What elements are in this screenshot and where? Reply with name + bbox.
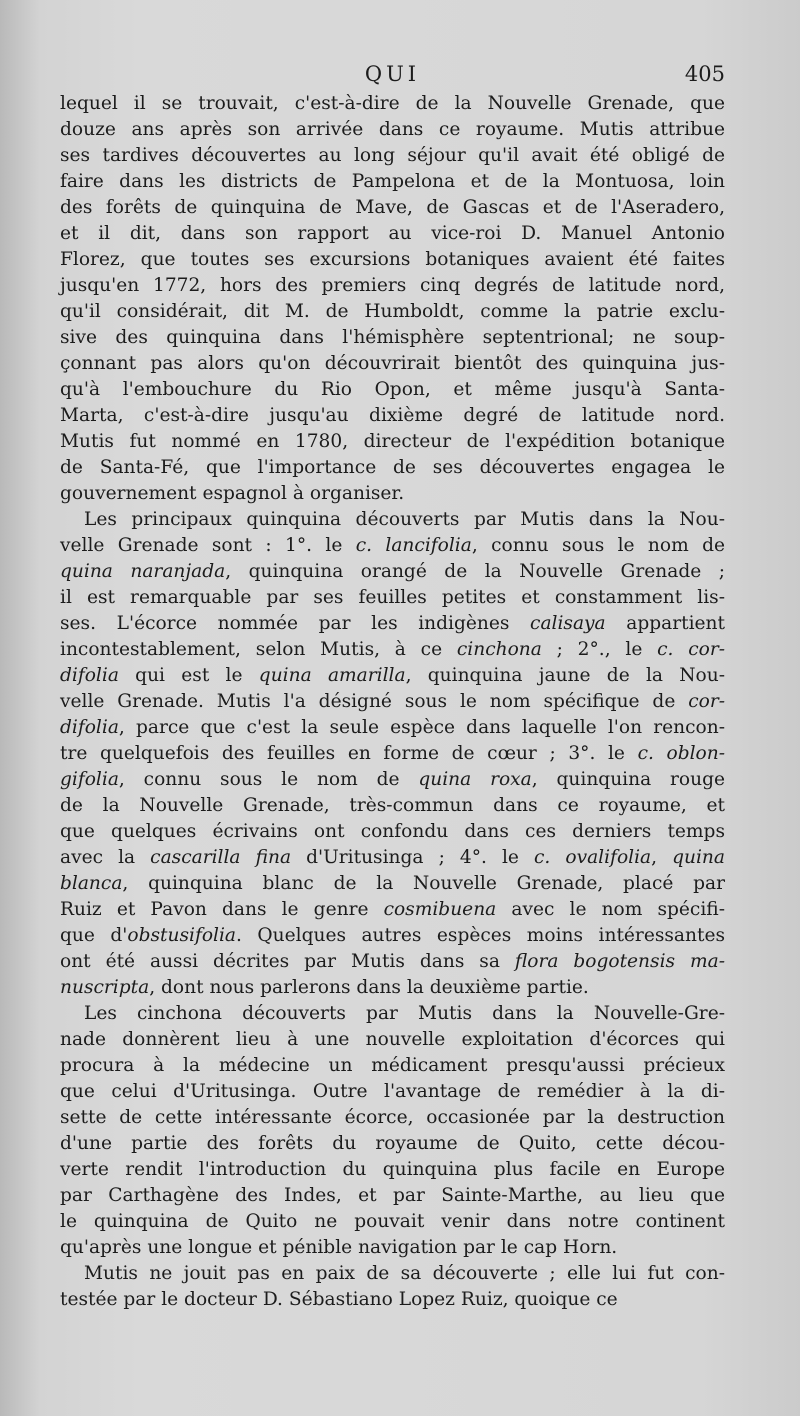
text-line: que quelques écrivains ont confondu dans ces derniers temps — [60, 821, 725, 842]
text-line: Mutis fut nommé en 1780, directeur de l'expédition botanique — [60, 431, 725, 452]
text-line: faire dans les districts de Pampelona et de la Montuosa, loin — [60, 171, 725, 192]
text-line: que d'obstusifolia. Quelques autres espèces moins intéressantes — [60, 925, 725, 946]
text-line: Ruiz et Pavon dans le genre cosmibuena avec le nom spécifi- — [60, 899, 725, 920]
text-line: qu'à l'embouchure du Rio Opon, et même jusqu'à Santa- — [60, 379, 725, 400]
text-line: et il dit, dans son rapport au vice-roi D. Manuel Antonio — [60, 223, 725, 244]
text-line: qu'il considérait, dit M. de Humboldt, comme la patrie exclu- — [60, 301, 725, 322]
text-line: avec la cascarilla fina d'Uritusinga ; 4°. le c. ovalifolia, quina — [60, 847, 725, 868]
text-line: Florez, que toutes ses excursions botaniques avaient été faites — [60, 249, 725, 270]
text-line: procura à la médecine un médicament presqu'aussi précieux — [60, 1055, 725, 1076]
text-line: Les cinchona découverts par Mutis dans la Nouvelle-Gre- — [84, 1003, 725, 1024]
text-line: blanca, quinquina blanc de la Nouvelle Grenade, placé par — [60, 873, 725, 894]
text-line: des forêts de quinquina de Mave, de Gascas et de l'Aseradero, — [60, 197, 725, 218]
text-line: nade donnèrent lieu à une nouvelle exploitation d'écorces qui — [60, 1029, 725, 1050]
text-line: difolia, parce que c'est la seule espèce dans laquelle l'on rencon- — [60, 717, 725, 738]
text-line: d'une partie des forêts du royaume de Quito, cette décou- — [60, 1133, 725, 1154]
text-line: douze ans après son arrivée dans ce royaume. Mutis attribue — [60, 119, 725, 140]
page-number: 405 — [684, 62, 725, 86]
paragraph — [60, 91, 725, 507]
text-line: jusqu'en 1772, hors des premiers cinq degrés de latitude nord, — [60, 275, 725, 296]
text-line: gouvernement espagnol à organiser. — [60, 483, 405, 504]
text-line: lequel il se trouvait, c'est-à-dire de la Nouvelle Grenade, que — [60, 93, 725, 114]
text-line: velle Grenade. Mutis l'a désigné sous le nom spécifique de cor- — [60, 691, 725, 712]
text-line: que celui d'Uritusinga. Outre l'avantage de remédier à la di- — [60, 1081, 725, 1102]
page-header — [60, 62, 725, 92]
text-line: sive des quinquina dans l'hémisphère septentrional; ne soup- — [60, 327, 725, 348]
text-line: tre quelquefois des feuilles en forme de cœur ; 3°. le c. oblon- — [60, 743, 726, 764]
text-line: qu'après une longue et pénible navigation par le cap Horn. — [60, 1237, 618, 1258]
text-line: de la Nouvelle Grenade, très-commun dans ce royaume, et — [60, 795, 725, 816]
text-line: le quinquina de Quito ne pouvait venir dans notre continent — [60, 1211, 725, 1232]
text-line: incontestablement, selon Mutis, à ce cinchona ; 2°., le c. cor- — [60, 639, 726, 660]
text-line: testée par le docteur D. Sébastiano Lopez Ruiz, quoique ce — [60, 1289, 618, 1310]
text-line: ses. L'écorce nommée par les indigènes calisaya appartient — [60, 613, 725, 634]
running-head: QUI — [364, 62, 421, 86]
paragraph — [60, 1001, 725, 1261]
text-line: difolia qui est le quina amarilla, quinquina jaune de la Nou- — [60, 665, 725, 686]
text-line: ses tardives découvertes au long séjour qu'il avait été obligé de — [60, 145, 725, 166]
text-line: nuscripta, dont nous parlerons dans la deuxième partie. — [60, 977, 589, 998]
text-line: Marta, c'est-à-dire jusqu'au dixième degré de latitude nord. — [60, 405, 725, 426]
paragraph — [60, 507, 725, 1001]
text-line: gifolia, connu sous le nom de quina roxa, quinquina rouge — [60, 769, 725, 790]
text-line: çonnant pas alors qu'on découvrirait bientôt des quinquina jus- — [60, 353, 725, 374]
text-line: de Santa-Fé, que l'importance de ses découvertes engagea le — [60, 457, 725, 478]
text-line: verte rendit l'introduction du quinquina plus facile en Europe — [60, 1159, 725, 1180]
text-line: velle Grenade sont : 1°. le c. lancifolia, connu sous le nom de — [60, 535, 725, 556]
text-line: Mutis ne jouit pas en paix de sa découverte ; elle lui fut con- — [84, 1263, 725, 1284]
body-text — [60, 91, 725, 1313]
text-line: quina naranjada, quinquina orangé de la Nouvelle Grenade ; — [60, 561, 725, 582]
text-line: ont été aussi décrites par Mutis dans sa flora bogotensis ma- — [60, 951, 725, 972]
text-line: il est remarquable par ses feuilles petites et constamment lis- — [60, 587, 725, 608]
paragraph — [60, 1261, 725, 1313]
text-line: Les principaux quinquina découverts par Mutis dans la Nou- — [84, 509, 725, 530]
text-line: par Carthagène des Indes, et par Sainte-Marthe, au lieu que — [60, 1185, 725, 1206]
text-line: sette de cette intéressante écorce, occasionée par la destruction — [60, 1107, 725, 1128]
